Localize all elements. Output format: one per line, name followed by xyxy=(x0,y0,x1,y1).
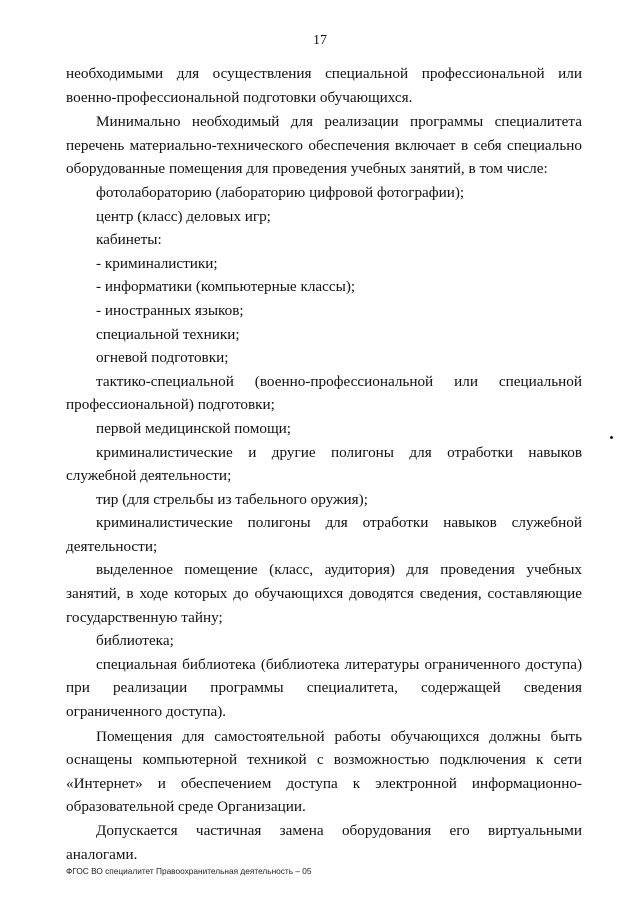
list-item-informatics: - информатики (компьютерные классы); xyxy=(96,278,356,296)
list-item-cabinets: кабинеты: xyxy=(96,231,162,249)
list-item-photo-lab: фотолабораторию (лабораторию цифровой фотографии); xyxy=(96,183,465,201)
list-item-criminalistics: - криминалистики; xyxy=(96,254,218,272)
list-item-special-library: специальная библиотека (библиотека литературы ограниченного доступа) при реализации программы специалитета, содержащей сведения ограниченного доступа). xyxy=(66,655,582,721)
page-footer: ФГОС ВО специалитет Правоохранительная деятельность – 05 xyxy=(66,866,312,876)
paragraph-virtual-analogs: Допускается частичная замена оборудования его виртуальными аналогами. xyxy=(66,822,582,863)
list-item-library: библиотека; xyxy=(96,632,174,650)
list-item-polygons: криминалистические и другие полигоны для отработки навыков служебной деятельности; xyxy=(66,443,582,485)
paragraph-continuation: необходимыми для осуществления специальной профессиональной или военно-профессиональной подготовки обучающихся. xyxy=(66,65,582,106)
paragraph-equipment-intro: Минимально необходимый для реализации программы специалитета перечень материально-технического обеспечения включает в себя специально оборудованные помещения для проведения учебных занятий, в том числе: xyxy=(66,113,582,178)
list-item-secure-room: выделенное помещение (класс, аудитория) для проведения учебных занятий, в ходе которых до обучающихся доводятся сведения, составляющие государственную тайну; xyxy=(66,561,582,626)
list-item-foreign-languages: - иностранных языков; xyxy=(96,301,244,319)
page-number: 17 xyxy=(313,33,327,48)
list-item-first-aid: первой медицинской помощи; xyxy=(96,419,291,437)
scan-speck xyxy=(610,436,613,439)
list-item-fire-training: огневой подготовки; xyxy=(96,349,229,367)
paragraph-self-study-rooms: Помещения для самостоятельной работы обучающихся должны быть оснащены компьютерной техникой с возможностью подключения к сети «Интернет» и обеспечением доступа к электронной информационно-образовательной среде Организации. xyxy=(66,727,582,816)
list-item-criminalistic-polygons: криминалистические полигоны для отработки навыков служебной деятельности; xyxy=(66,514,582,555)
list-item-business-games: центр (класс) деловых игр; xyxy=(96,207,271,225)
list-item-shooting-range: тир (для стрельбы из табельного оружия); xyxy=(96,490,368,508)
list-item-special-equipment: специальной техники; xyxy=(96,325,240,343)
list-item-tactical-training: тактико-специальной (военно-профессиональной или специальной профессиональной) подготовки; xyxy=(66,372,582,414)
document-body xyxy=(66,62,582,866)
